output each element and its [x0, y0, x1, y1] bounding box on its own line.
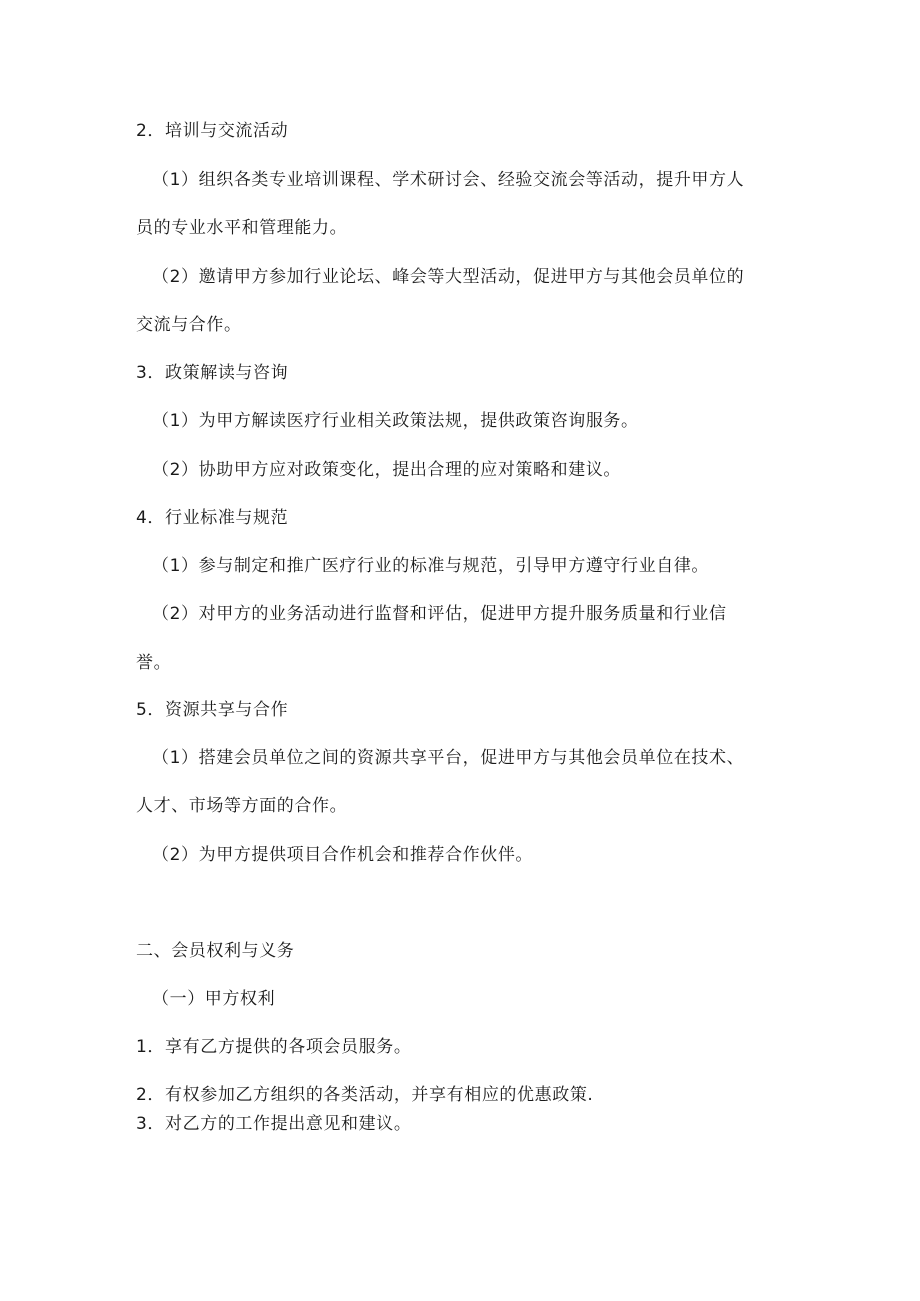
paragraph-line: （2）对甲方的业务活动进行监督和评估，促进甲方提升服务质量和行业信 — [152, 604, 727, 624]
paragraph-line: 誉。 — [136, 653, 172, 673]
paragraph-line: （1）为甲方解读医疗行业相关政策法规，提供政策咨询服务。 — [152, 411, 639, 431]
paragraph-line: 员的专业水平和管理能力。 — [136, 218, 348, 238]
section-heading: 2．培训与交流活动 — [136, 121, 289, 141]
section-heading: 5．资源共享与合作 — [136, 700, 289, 720]
paragraph-line: （1）组织各类专业培训课程、学术研讨会、经验交流会等活动，提升甲方人 — [152, 170, 745, 190]
paragraph-line: 交流与合作。 — [136, 315, 242, 335]
chapter-heading: 二、会员权利与义务 — [136, 941, 295, 961]
paragraph-line: 人才、市场等方面的合作。 — [136, 796, 348, 816]
paragraph-line: （1）参与制定和推广医疗行业的标准与规范，引导甲方遵守行业自律。 — [152, 556, 710, 576]
list-item: 3．对乙方的工作提出意见和建议。 — [136, 1114, 412, 1134]
paragraph-line: （2）邀请甲方参加行业论坛、峰会等大型活动，促进甲方与其他会员单位的 — [152, 267, 745, 287]
paragraph-line: （2）协助甲方应对政策变化，提出合理的应对策略和建议。 — [152, 460, 622, 480]
list-item: 1．享有乙方提供的各项会员服务。 — [136, 1037, 412, 1057]
list-item: 2．有权参加乙方组织的各类活动，并享有相应的优惠政策. — [136, 1085, 594, 1105]
section-heading: 4．行业标准与规范 — [136, 508, 289, 528]
subsection-heading: （一）甲方权利 — [152, 989, 276, 1009]
paragraph-line: （2）为甲方提供项目合作机会和推荐合作伙伴。 — [152, 845, 534, 865]
section-heading: 3．政策解读与咨询 — [136, 363, 289, 383]
paragraph-line: （1）搭建会员单位之间的资源共享平台，促进甲方与其他会员单位在技术、 — [152, 748, 745, 768]
